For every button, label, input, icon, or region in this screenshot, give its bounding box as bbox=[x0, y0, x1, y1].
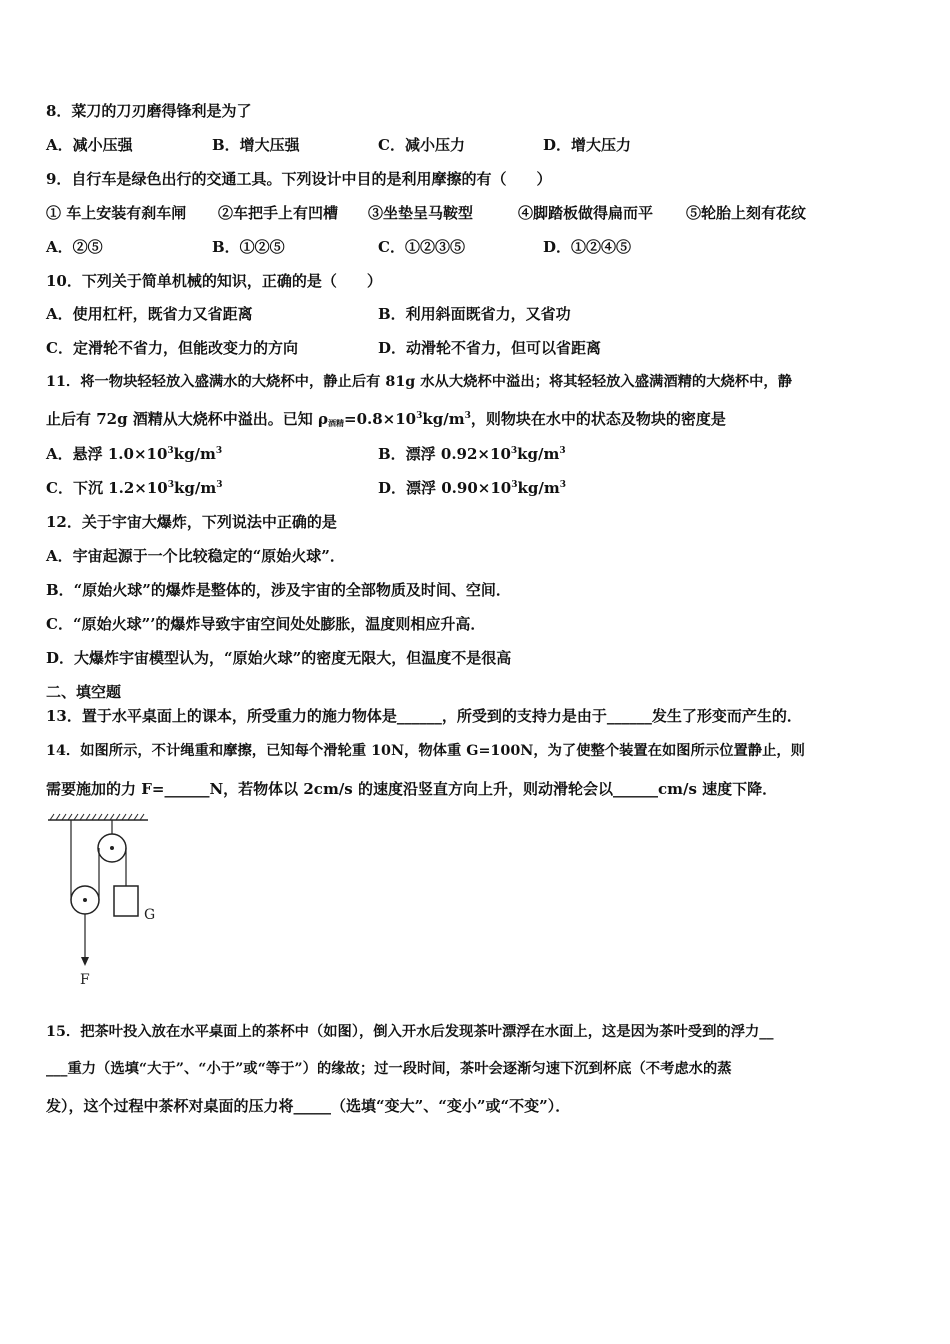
q8-option-d: D．增大压力 bbox=[543, 136, 632, 154]
q10-option-a: A．使用杠杆，既省力又省距离 bbox=[46, 305, 253, 323]
q11-line-1: 11．将一物块轻轻放入盛满水的大烧杯中，静止后有 81g 水从大烧杯中溢出；将其轻轻放入盛满酒精的大烧杯中，静 bbox=[46, 374, 792, 390]
q9-item-3: ③坐垫呈马鞍型 bbox=[368, 204, 474, 222]
ceiling-hatch bbox=[50, 814, 144, 820]
weight-block bbox=[114, 886, 138, 916]
force-arrow bbox=[81, 957, 89, 966]
q11-option-a: A．悬浮 $1.0\times 10^3kg/m^3$ bbox=[46, 445, 223, 463]
q9-option-d: D．①②④⑤ bbox=[543, 238, 632, 256]
q10-option-b: B．利用斜面既省力，又省功 bbox=[378, 305, 571, 323]
q9-option-c: C．①②③⑤ bbox=[378, 238, 465, 256]
q10-option-d: D．动滑轮不省力，但可以省距离 bbox=[378, 339, 602, 357]
q12-option-d: D．大爆炸宇宙模型认为，“原始火球”的密度无限大，但温度不是很高 bbox=[46, 649, 512, 667]
q8-option-b: B．增大压强 bbox=[212, 136, 300, 154]
q9-item-2: ②车把手上有凹槽 bbox=[218, 204, 339, 222]
q9-option-b: B．①②⑤ bbox=[212, 238, 285, 256]
q12-stem: 12．关于宇宙大爆炸，下列说法中正确的是 bbox=[46, 513, 337, 531]
q15-line-1: 15．把茶叶投入放在水平桌面上的茶杯中（如图），倒入开水后发现茶叶漂浮在水面上，这是因为茶叶受到的浮力__ bbox=[46, 1024, 774, 1040]
q12-option-a: A．宇宙起源于一个比较稳定的“原始火球”． bbox=[46, 547, 345, 565]
q9-stem: 9．自行车是绿色出行的交通工具。下列设计中目的是利用摩擦的有（ ） bbox=[46, 170, 552, 188]
q9-item-4: ④脚踏板做得扁而平 bbox=[518, 204, 654, 222]
q11-option-b: B．漂浮 $0.92\times 10^3kg/m^3$ bbox=[378, 445, 566, 463]
q8-option-a: A．减小压强 bbox=[46, 136, 133, 154]
q10-option-c: C．定滑轮不省力，但能改变力的方向 bbox=[46, 339, 298, 357]
q14-line-2: 需要施加的力 F=______N，若物体以 2cm/s 的速度沿竖直方向上升，则动滑轮会以______cm/s 速度下降． bbox=[46, 780, 778, 798]
q10-stem: 10．下列关于简单机械的知识，正确的是（ ） bbox=[46, 272, 382, 290]
q8-stem: 8．菜刀的刀刃磨得锋利是为了 bbox=[46, 102, 252, 120]
q14-line-1: 14．如图所示，不计绳重和摩擦，已知每个滑轮重 10N，物体重 G=100N，为了使整个装置在如图所示位置静止，则 bbox=[46, 743, 805, 759]
q8-option-c: C．减小压力 bbox=[378, 136, 465, 154]
label-f: F bbox=[80, 972, 90, 988]
q9-option-a: A．②⑤ bbox=[46, 238, 103, 256]
q11-line-2: 止后有 72g 酒精从大烧杯中溢出。已知 $\rho_{酒精}=0.8\times 10^3kg/m^3$，则物块在水中的状态及物块的密度是 bbox=[46, 410, 726, 428]
q11-option-c: C．下沉 $1.2\times 10^3kg/m^3$ bbox=[46, 479, 223, 497]
q11-option-d: D．漂浮 $0.90\times 10^3kg/m^3$ bbox=[378, 479, 566, 497]
q12-option-c: C．“原始火球”’的爆炸导致宇宙空间处处膨胀，温度则相应升高． bbox=[46, 615, 486, 633]
section-heading: 二、填空题 bbox=[46, 683, 122, 701]
q12-option-b: B．“原始火球”的爆炸是整体的，涉及宇宙的全部物质及时间、空间． bbox=[46, 581, 511, 599]
pulley-diagram bbox=[44, 812, 174, 990]
q15-line-3: 发），这个过程中茶杯对桌面的压力将_____（选填“变大”、“变小”或“不变”）． bbox=[46, 1097, 571, 1115]
q9-item-1: ① 车上安装有刹车闸 bbox=[46, 204, 187, 222]
q13-text: 13．置于水平桌面上的课本，所受重力的施力物体是______，所受到的支持力是由于______发生了形变而产生的． bbox=[46, 707, 802, 725]
q9-item-5: ⑤轮胎上刻有花纹 bbox=[686, 204, 807, 222]
label-g: G bbox=[144, 907, 156, 923]
q15-line-2: ___重力（选填“大于”、“小于”或“等于”）的缘故；过一段时间，茶叶会逐渐匀速下沉到杯底（不考虑水的蒸 bbox=[46, 1061, 732, 1077]
